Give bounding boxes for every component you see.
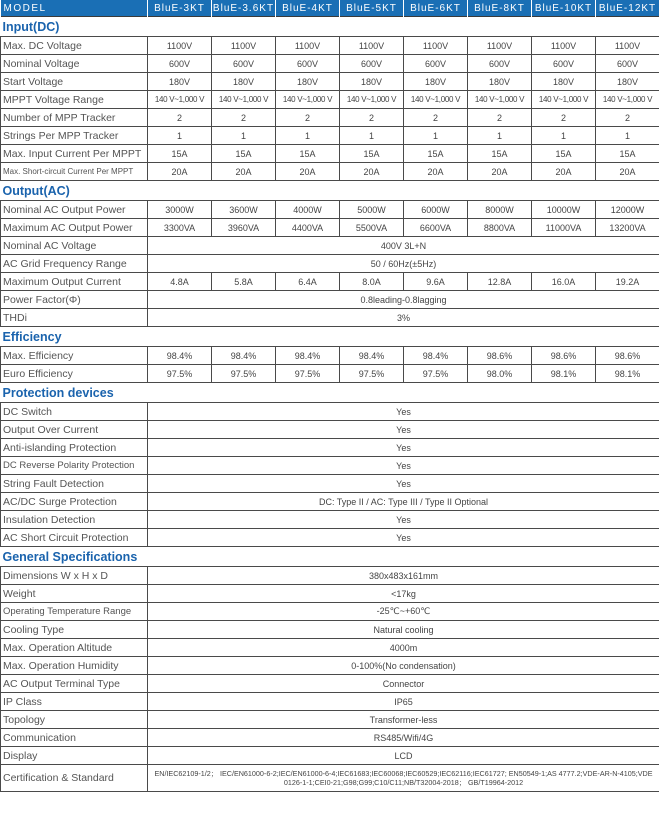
spec-value: 180V	[404, 73, 468, 91]
spec-value: 1100V	[340, 37, 404, 55]
spec-value: 1	[532, 127, 596, 145]
spec-value-merged: Yes	[148, 475, 659, 493]
spec-value: 19.2A	[596, 273, 659, 291]
spec-row-thdi	[1, 309, 659, 327]
spec-row-output-over-current	[1, 421, 659, 439]
spec-value: 180V	[468, 73, 532, 91]
spec-value-merged: 0-100%(No condensation)	[148, 657, 659, 675]
spec-value: 140 V~1,000 V	[468, 91, 532, 109]
spec-value: 15A	[212, 145, 276, 163]
spec-label: Max. Short-circuit Current Per MPPT	[1, 163, 148, 181]
spec-row-maximum-output-current	[1, 273, 659, 291]
spec-value: 8000W	[468, 201, 532, 219]
spec-value: 97.5%	[212, 365, 276, 383]
model-header-row	[1, 0, 659, 17]
spec-label: Dimensions W x H x D	[1, 567, 148, 585]
spec-value: 600V	[276, 55, 340, 73]
spec-value: 98.4%	[276, 347, 340, 365]
spec-row-display	[1, 747, 659, 765]
spec-value: 600V	[148, 55, 212, 73]
spec-value: 8.0A	[340, 273, 404, 291]
spec-row-max-efficiency	[1, 347, 659, 365]
spec-value: 2	[148, 109, 212, 127]
spec-value-merged: 0.8leading-0.8lagging	[148, 291, 659, 309]
spec-row-nominal-voltage	[1, 55, 659, 73]
section-title-output-ac: Output(AC)	[1, 181, 659, 201]
spec-label: Nominal AC Voltage	[1, 237, 148, 255]
spec-value: 1	[468, 127, 532, 145]
spec-value: 20A	[532, 163, 596, 181]
spec-value: 20A	[276, 163, 340, 181]
spec-value: 140 V~1,000 V	[212, 91, 276, 109]
spec-label: Number of MPP Tracker	[1, 109, 148, 127]
spec-row-ac-output-terminal-type	[1, 675, 659, 693]
spec-row-mppt-voltage-range	[1, 91, 659, 109]
section-header-row	[1, 383, 659, 403]
spec-label: DC Reverse Polarity Protection	[1, 457, 148, 475]
spec-label: Insulation Detection	[1, 511, 148, 529]
spec-value: 2	[212, 109, 276, 127]
spec-row-power-factor	[1, 291, 659, 309]
spec-row-certification-standard	[1, 765, 659, 792]
spec-value: 4400VA	[276, 219, 340, 237]
spec-value: 140 V~1,000 V	[148, 91, 212, 109]
spec-value-merged: Connector	[148, 675, 659, 693]
spec-label: Euro Efficiency	[1, 365, 148, 383]
spec-value: 180V	[596, 73, 659, 91]
spec-value-merged: DC: Type II / AC: Type III / Type II Optional	[148, 493, 659, 511]
spec-value: 180V	[148, 73, 212, 91]
spec-value: 98.6%	[532, 347, 596, 365]
spec-value: 1100V	[596, 37, 659, 55]
spec-row-max-operation-humidity	[1, 657, 659, 675]
spec-value: 5500VA	[340, 219, 404, 237]
spec-value: 600V	[212, 55, 276, 73]
spec-row-max-dc-voltage	[1, 37, 659, 55]
section-title-efficiency: Efficiency	[1, 327, 659, 347]
spec-value: 98.4%	[212, 347, 276, 365]
spec-value: 15A	[596, 145, 659, 163]
spec-value: 98.0%	[468, 365, 532, 383]
spec-value: 180V	[212, 73, 276, 91]
spec-row-ac-dc-surge-protection	[1, 493, 659, 511]
spec-value: 13200VA	[596, 219, 659, 237]
spec-value: 1	[340, 127, 404, 145]
spec-row-dimensions-w-x-h-x-d	[1, 567, 659, 585]
spec-value: 600V	[340, 55, 404, 73]
spec-label: Max. Operation Altitude	[1, 639, 148, 657]
spec-value-merged: EN/IEC62109-1/2； IEC/EN61000-6-2;IEC/EN61000-6-4;IEC61683;IEC60068;IEC60529;IEC62116;IEC61727; EN50549-1;AS 4777.2;VDE-AR-N-4105;VDE 0126-1-1;CEI0-21;G98;G99;C10/C11;NB/T32004-2018； GB/T19964-2012	[148, 765, 659, 792]
spec-value: 600V	[532, 55, 596, 73]
spec-label: IP Class	[1, 693, 148, 711]
spec-value: 16.0A	[532, 273, 596, 291]
spec-row-nominal-ac-output-power	[1, 201, 659, 219]
spec-value: 12.8A	[468, 273, 532, 291]
spec-row-weight	[1, 585, 659, 603]
spec-value-merged: Yes	[148, 529, 659, 547]
spec-row-strings-per-mpp-tracker	[1, 127, 659, 145]
section-title-input-dc: Input(DC)	[1, 17, 659, 37]
spec-row-euro-efficiency	[1, 365, 659, 383]
model-column-header: BluE-3KT	[148, 0, 212, 17]
spec-label: String Fault Detection	[1, 475, 148, 493]
spec-value: 20A	[468, 163, 532, 181]
spec-row-ac-short-circuit-protection	[1, 529, 659, 547]
spec-label: Output Over Current	[1, 421, 148, 439]
spec-value: 2	[404, 109, 468, 127]
spec-value: 20A	[212, 163, 276, 181]
spec-label: Max. Operation Humidity	[1, 657, 148, 675]
spec-label: AC Output Terminal Type	[1, 675, 148, 693]
spec-value: 140 V~1,000 V	[404, 91, 468, 109]
spec-value: 600V	[468, 55, 532, 73]
spec-value-merged: 380x483x161mm	[148, 567, 659, 585]
spec-value-merged: LCD	[148, 747, 659, 765]
spec-value-merged: Transformer-less	[148, 711, 659, 729]
spec-value: 97.5%	[404, 365, 468, 383]
spec-value: 140 V~1,000 V	[276, 91, 340, 109]
spec-value-merged: <17kg	[148, 585, 659, 603]
spec-label: Nominal Voltage	[1, 55, 148, 73]
spec-value: 15A	[532, 145, 596, 163]
spec-value: 11000VA	[532, 219, 596, 237]
spec-value: 98.6%	[596, 347, 659, 365]
spec-value: 1100V	[212, 37, 276, 55]
spec-label: Topology	[1, 711, 148, 729]
spec-label: Max. Efficiency	[1, 347, 148, 365]
spec-row-max-operation-altitude	[1, 639, 659, 657]
spec-value: 140 V~1,000 V	[532, 91, 596, 109]
spec-value-merged: IP65	[148, 693, 659, 711]
spec-row-start-voltage	[1, 73, 659, 91]
spec-value: 3600W	[212, 201, 276, 219]
spec-value: 2	[596, 109, 659, 127]
spec-value: 8800VA	[468, 219, 532, 237]
spec-row-anti-islanding-protection	[1, 439, 659, 457]
spec-label: Max. DC Voltage	[1, 37, 148, 55]
spec-value: 1100V	[468, 37, 532, 55]
spec-label: Cooling Type	[1, 621, 148, 639]
spec-value: 1100V	[148, 37, 212, 55]
spec-value: 20A	[596, 163, 659, 181]
spec-value: 5.8A	[212, 273, 276, 291]
spec-label: Anti-islanding Protection	[1, 439, 148, 457]
spec-row-number-of-mpp-tracker	[1, 109, 659, 127]
spec-value: 98.6%	[468, 347, 532, 365]
spec-row-operating-temperature-range	[1, 603, 659, 621]
spec-label: Maximum AC Output Power	[1, 219, 148, 237]
section-title-protection-devices: Protection devices	[1, 383, 659, 403]
spec-row-communication	[1, 729, 659, 747]
spec-value: 140 V~1,000 V	[596, 91, 659, 109]
spec-value: 6600VA	[404, 219, 468, 237]
spec-value: 1100V	[276, 37, 340, 55]
spec-value: 6.4A	[276, 273, 340, 291]
spec-value: 97.5%	[340, 365, 404, 383]
spec-value-merged: 3%	[148, 309, 659, 327]
spec-value: 600V	[404, 55, 468, 73]
spec-value-merged: 400V 3L+N	[148, 237, 659, 255]
section-header-row	[1, 327, 659, 347]
spec-value-merged: Yes	[148, 421, 659, 439]
spec-value: 98.4%	[404, 347, 468, 365]
spec-value: 12000W	[596, 201, 659, 219]
spec-label: Communication	[1, 729, 148, 747]
spec-value: 3300VA	[148, 219, 212, 237]
spec-value: 4.8A	[148, 273, 212, 291]
spec-label: AC/DC Surge Protection	[1, 493, 148, 511]
spec-row-dc-switch	[1, 403, 659, 421]
spec-label: AC Short Circuit Protection	[1, 529, 148, 547]
spec-value: 97.5%	[148, 365, 212, 383]
spec-value: 1100V	[532, 37, 596, 55]
spec-label: Certification & Standard	[1, 765, 148, 792]
spec-value-merged: Yes	[148, 439, 659, 457]
spec-table-body	[1, 0, 659, 792]
spec-value: 20A	[340, 163, 404, 181]
spec-label: THDi	[1, 309, 148, 327]
spec-value: 1	[212, 127, 276, 145]
spec-label: Nominal AC Output Power	[1, 201, 148, 219]
spec-label: Display	[1, 747, 148, 765]
spec-value: 15A	[340, 145, 404, 163]
spec-value: 1	[276, 127, 340, 145]
spec-row-string-fault-detection	[1, 475, 659, 493]
spec-value: 97.5%	[276, 365, 340, 383]
spec-value: 15A	[468, 145, 532, 163]
spec-value: 2	[532, 109, 596, 127]
spec-label: DC Switch	[1, 403, 148, 421]
spec-row-maximum-ac-output-power	[1, 219, 659, 237]
section-header-row	[1, 547, 659, 567]
spec-value: 140 V~1,000 V	[340, 91, 404, 109]
spec-value: 98.1%	[532, 365, 596, 383]
spec-value: 20A	[404, 163, 468, 181]
spec-value: 98.4%	[148, 347, 212, 365]
spec-row-dc-reverse-polarity-protection	[1, 457, 659, 475]
model-column-header: BluE-5KT	[340, 0, 404, 17]
spec-row-ip-class	[1, 693, 659, 711]
model-column-header: BluE-8KT	[468, 0, 532, 17]
spec-value: 98.4%	[340, 347, 404, 365]
spec-value: 5000W	[340, 201, 404, 219]
spec-value-merged: Yes	[148, 457, 659, 475]
spec-value: 4000W	[276, 201, 340, 219]
spec-value: 1	[404, 127, 468, 145]
spec-value: 2	[276, 109, 340, 127]
spec-label: Strings Per MPP Tracker	[1, 127, 148, 145]
spec-value-merged: Natural cooling	[148, 621, 659, 639]
spec-value-merged: Yes	[148, 511, 659, 529]
section-title-general-specifications: General Specifications	[1, 547, 659, 567]
spec-value: 600V	[596, 55, 659, 73]
spec-value: 180V	[340, 73, 404, 91]
spec-value: 2	[340, 109, 404, 127]
spec-value: 9.6A	[404, 273, 468, 291]
spec-value: 15A	[148, 145, 212, 163]
spec-label: MPPT Voltage Range	[1, 91, 148, 109]
spec-value: 180V	[276, 73, 340, 91]
spec-value: 2	[468, 109, 532, 127]
spec-value: 1100V	[404, 37, 468, 55]
model-column-header: BluE-3.6KT	[212, 0, 276, 17]
spec-value-merged: 50 / 60Hz(±5Hz)	[148, 255, 659, 273]
spec-row-max-input-current-per-mppt	[1, 145, 659, 163]
model-column-header: BluE-4KT	[276, 0, 340, 17]
spec-row-max-short-circuit-current-per-mppt	[1, 163, 659, 181]
spec-value: 6000W	[404, 201, 468, 219]
spec-label: AC Grid Frequency Range	[1, 255, 148, 273]
spec-label: Weight	[1, 585, 148, 603]
spec-row-topology	[1, 711, 659, 729]
spec-value: 3960VA	[212, 219, 276, 237]
spec-row-insulation-detection	[1, 511, 659, 529]
spec-label: Power Factor(Φ)	[1, 291, 148, 309]
spec-value-merged: 4000m	[148, 639, 659, 657]
spec-value: 98.1%	[596, 365, 659, 383]
spec-row-ac-grid-frequency-range	[1, 255, 659, 273]
spec-value: 20A	[148, 163, 212, 181]
spec-value-merged: RS485/Wifi/4G	[148, 729, 659, 747]
model-column-header: BluE-10KT	[532, 0, 596, 17]
spec-value: 10000W	[532, 201, 596, 219]
spec-value: 15A	[404, 145, 468, 163]
spec-value: 15A	[276, 145, 340, 163]
model-column-header: BluE-12KT	[596, 0, 659, 17]
spec-row-nominal-ac-voltage	[1, 237, 659, 255]
spec-value: 1	[148, 127, 212, 145]
spec-value-merged: -25℃~+60℃	[148, 603, 659, 621]
spec-label: Operating Temperature Range	[1, 603, 148, 621]
spec-value-merged: Yes	[148, 403, 659, 421]
model-column-header: BluE-6KT	[404, 0, 468, 17]
spec-row-cooling-type	[1, 621, 659, 639]
spec-value: 180V	[532, 73, 596, 91]
model-header-label: MODEL	[1, 0, 148, 17]
spec-label: Maximum Output Current	[1, 273, 148, 291]
spec-value: 1	[596, 127, 659, 145]
spec-label: Start Voltage	[1, 73, 148, 91]
section-header-row	[1, 181, 659, 201]
section-header-row	[1, 17, 659, 37]
spec-value: 3000W	[148, 201, 212, 219]
spec-label: Max. Input Current Per MPPT	[1, 145, 148, 163]
